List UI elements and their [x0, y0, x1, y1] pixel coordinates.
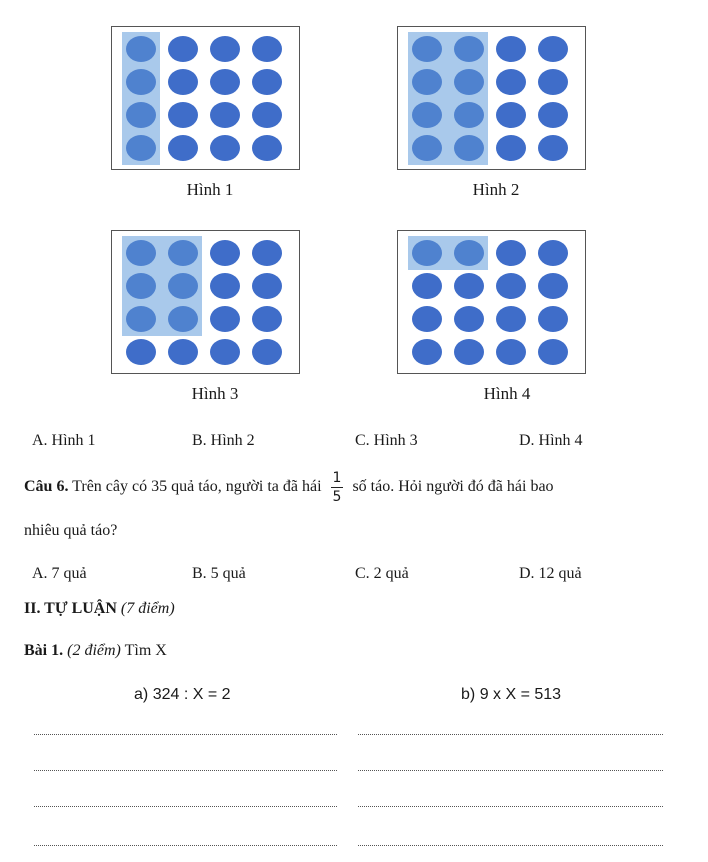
circle-dot — [126, 273, 156, 299]
answer-line-b-3[interactable] — [358, 806, 663, 807]
circle-dot — [252, 339, 282, 365]
circle-dot — [168, 102, 198, 128]
q6-label: Câu 6. — [24, 478, 69, 496]
circle-dot — [210, 36, 240, 62]
circle-dot — [168, 135, 198, 161]
q6-text-after: số táo. Hỏi người đó đã hái bao — [348, 478, 554, 496]
circle-dot — [412, 240, 442, 266]
circle-dot — [412, 135, 442, 161]
circle-dot — [412, 102, 442, 128]
answer-line-b-4[interactable] — [358, 845, 663, 846]
answer-line-b-1[interactable] — [358, 734, 663, 735]
q6-option-a[interactable]: A. 7 quả — [32, 565, 87, 582]
circle-dot — [252, 135, 282, 161]
equation-b-text: 9 x X = 513 — [479, 686, 562, 703]
circle-dot — [252, 69, 282, 95]
answer-line-a-4[interactable] — [34, 845, 337, 846]
circle-dot — [454, 102, 484, 128]
circle-dot — [252, 306, 282, 332]
fraction-numerator: 1 — [332, 470, 342, 486]
circle-dot — [454, 306, 484, 332]
q5-option-d[interactable]: D. Hình 4 — [519, 432, 583, 449]
circle-dot — [538, 339, 568, 365]
circle-dot — [412, 306, 442, 332]
answer-line-a-3[interactable] — [34, 806, 337, 807]
circle-dot — [168, 306, 198, 332]
q5-option-c[interactable]: C. Hình 3 — [355, 432, 418, 449]
circle-dot — [454, 273, 484, 299]
q6-text-before: Trên cây có 35 quả táo, người ta đã hái — [68, 478, 326, 496]
circle-dot — [126, 36, 156, 62]
section-points: (7 điểm) — [120, 600, 175, 617]
circle-dot — [496, 36, 526, 62]
circle-dot — [496, 339, 526, 365]
circle-dot — [454, 339, 484, 365]
figure-caption-2: Hình 2 — [472, 180, 520, 199]
figure-caption-4: Hình 4 — [483, 384, 531, 403]
circle-dot — [126, 339, 156, 365]
circle-dot — [538, 306, 568, 332]
circle-dot — [454, 69, 484, 95]
circle-dot — [168, 36, 198, 62]
circle-dot — [412, 36, 442, 62]
q6-option-c[interactable]: C. 2 quả — [355, 565, 409, 582]
circle-dot — [168, 69, 198, 95]
circle-dot — [252, 273, 282, 299]
circle-dot — [168, 240, 198, 266]
equation-b — [461, 686, 561, 704]
figure-hinh-4 — [397, 230, 586, 374]
circle-dot — [252, 240, 282, 266]
circle-dot — [126, 135, 156, 161]
circle-dot — [538, 273, 568, 299]
equation-b-label: b) — [461, 686, 476, 703]
circle-dot — [126, 306, 156, 332]
fraction-denominator: 5 — [332, 489, 342, 505]
circle-dot — [454, 135, 484, 161]
bai1-label: Bài 1. — [24, 642, 64, 659]
circle-dot — [454, 36, 484, 62]
figure-caption-1: Hình 1 — [186, 180, 234, 199]
circle-dot — [126, 240, 156, 266]
circle-dot — [210, 273, 240, 299]
circle-dot — [538, 240, 568, 266]
q6-fraction — [331, 471, 344, 504]
q5-option-b[interactable]: B. Hình 2 — [192, 432, 255, 449]
circle-dot — [168, 339, 198, 365]
circle-dot — [412, 69, 442, 95]
answer-line-b-2[interactable] — [358, 770, 663, 771]
equation-a-label: a) — [134, 686, 149, 703]
answer-line-a-2[interactable] — [34, 770, 337, 771]
circle-dot — [496, 102, 526, 128]
circle-dot — [252, 36, 282, 62]
circle-dot — [496, 135, 526, 161]
q5-option-a[interactable]: A. Hình 1 — [32, 432, 96, 449]
q6-question-line2: nhiêu quả táo? — [24, 522, 118, 539]
circle-dot — [210, 306, 240, 332]
q6-option-d[interactable]: D. 12 quả — [519, 565, 582, 582]
figure-hinh-1 — [111, 26, 300, 170]
circle-dot — [496, 240, 526, 266]
circle-dot — [168, 273, 198, 299]
circle-dot — [496, 306, 526, 332]
figure-hinh-2 — [397, 26, 586, 170]
section-title: II. TỰ LUẬN — [24, 600, 117, 617]
circle-dot — [210, 240, 240, 266]
circle-dot — [538, 102, 568, 128]
section-heading — [24, 600, 175, 618]
figure-hinh-3 — [111, 230, 300, 374]
circle-dot — [538, 36, 568, 62]
circle-dot — [210, 69, 240, 95]
q6-question — [24, 471, 554, 504]
circle-dot — [538, 135, 568, 161]
circle-dot — [496, 273, 526, 299]
circle-dot — [210, 339, 240, 365]
answer-line-a-1[interactable] — [34, 734, 337, 735]
equation-a — [134, 686, 231, 704]
circle-dot — [210, 135, 240, 161]
equation-a-text: 324 : X = 2 — [152, 686, 231, 703]
circle-dot — [126, 69, 156, 95]
circle-dot — [126, 102, 156, 128]
circle-dot — [252, 102, 282, 128]
figure-caption-3: Hình 3 — [191, 384, 239, 403]
circle-dot — [412, 339, 442, 365]
circle-dot — [210, 102, 240, 128]
circle-dot — [538, 69, 568, 95]
q6-option-b[interactable]: B. 5 quả — [192, 565, 246, 582]
circle-dot — [412, 273, 442, 299]
circle-dot — [496, 69, 526, 95]
bai1-points: (2 điểm) — [67, 642, 121, 659]
bai1-text: Tìm X — [120, 642, 167, 659]
bai1-heading — [24, 642, 167, 660]
circle-dot — [454, 240, 484, 266]
